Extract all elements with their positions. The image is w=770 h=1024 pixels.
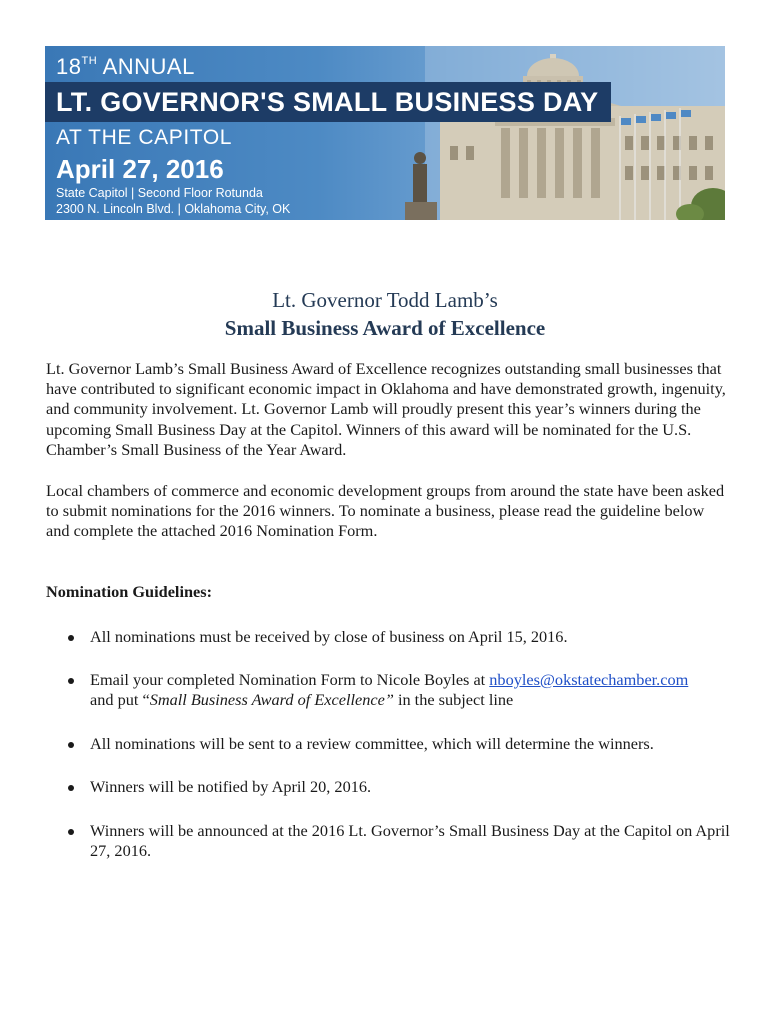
banner-title: LT. GOVERNOR'S SMALL BUSINESS DAY xyxy=(56,87,599,117)
banner-location-line2: 2300 N. Lincoln Blvd. | Oklahoma City, OK xyxy=(56,202,291,216)
instructions-paragraph: Local chambers of commerce and economic development groups from around the state have been asked to submit nominations for the 2016 winners. To nominate a business, please read the guideline below and complete the attached 2016 Nomination Form. xyxy=(46,481,725,541)
bullet-icon xyxy=(68,742,74,748)
email-link[interactable]: nboyles@okstatechamber.com xyxy=(489,670,689,689)
page-title: Small Business Award of Excellence xyxy=(224,316,546,340)
banner-subtitle: AT THE CAPITOL xyxy=(56,126,233,149)
bullet-icon xyxy=(68,678,74,684)
list-item-text: Email your completed Nomination Form to Nicole Boyles at nboyles@okstatechamber.com and put “Small Business Award of Excellence” in the subject line xyxy=(90,670,689,710)
bullet-icon xyxy=(68,785,74,791)
guidelines-heading: Nomination Guidelines: xyxy=(46,582,213,601)
bullet-icon xyxy=(68,829,74,835)
list-item-text: All nominations will be sent to a review committee, which will determine the winners. xyxy=(90,734,654,753)
list-item-text: Winners will be announced at the 2016 Lt. Governor’s Small Business Day at the Capitol on April 27, 2016. xyxy=(90,821,730,861)
annual-label: 18TH ANNUAL xyxy=(56,54,195,79)
banner-date: April 27, 2016 xyxy=(56,154,224,184)
banner-location-line1: State Capitol | Second Floor Rotunda xyxy=(56,186,263,200)
list-item-text: All nominations must be received by close of business on April 15, 2016. xyxy=(90,627,568,646)
intro-paragraph: Lt. Governor Lamb’s Small Business Award of Excellence recognizes outstanding small businesses that have contributed to significant economic impact in Oklahoma and have demonstrated growth, ingenuity, and community involvement. Lt. Governor Lamb will proudly present this year’s winners during the upcoming Small Business Day at the Capitol. Winners of this award will be nominated for the U.S. Chamber’s Small Business of the Year Award. xyxy=(46,359,726,459)
page-subtitle: Lt. Governor Todd Lamb’s xyxy=(272,288,498,312)
subject-line-text: Small Business Award of Excellence” xyxy=(149,690,394,710)
list-item-text: Winners will be notified by April 20, 2016. xyxy=(90,777,372,796)
bullet-icon xyxy=(68,635,74,641)
event-banner xyxy=(45,46,725,220)
